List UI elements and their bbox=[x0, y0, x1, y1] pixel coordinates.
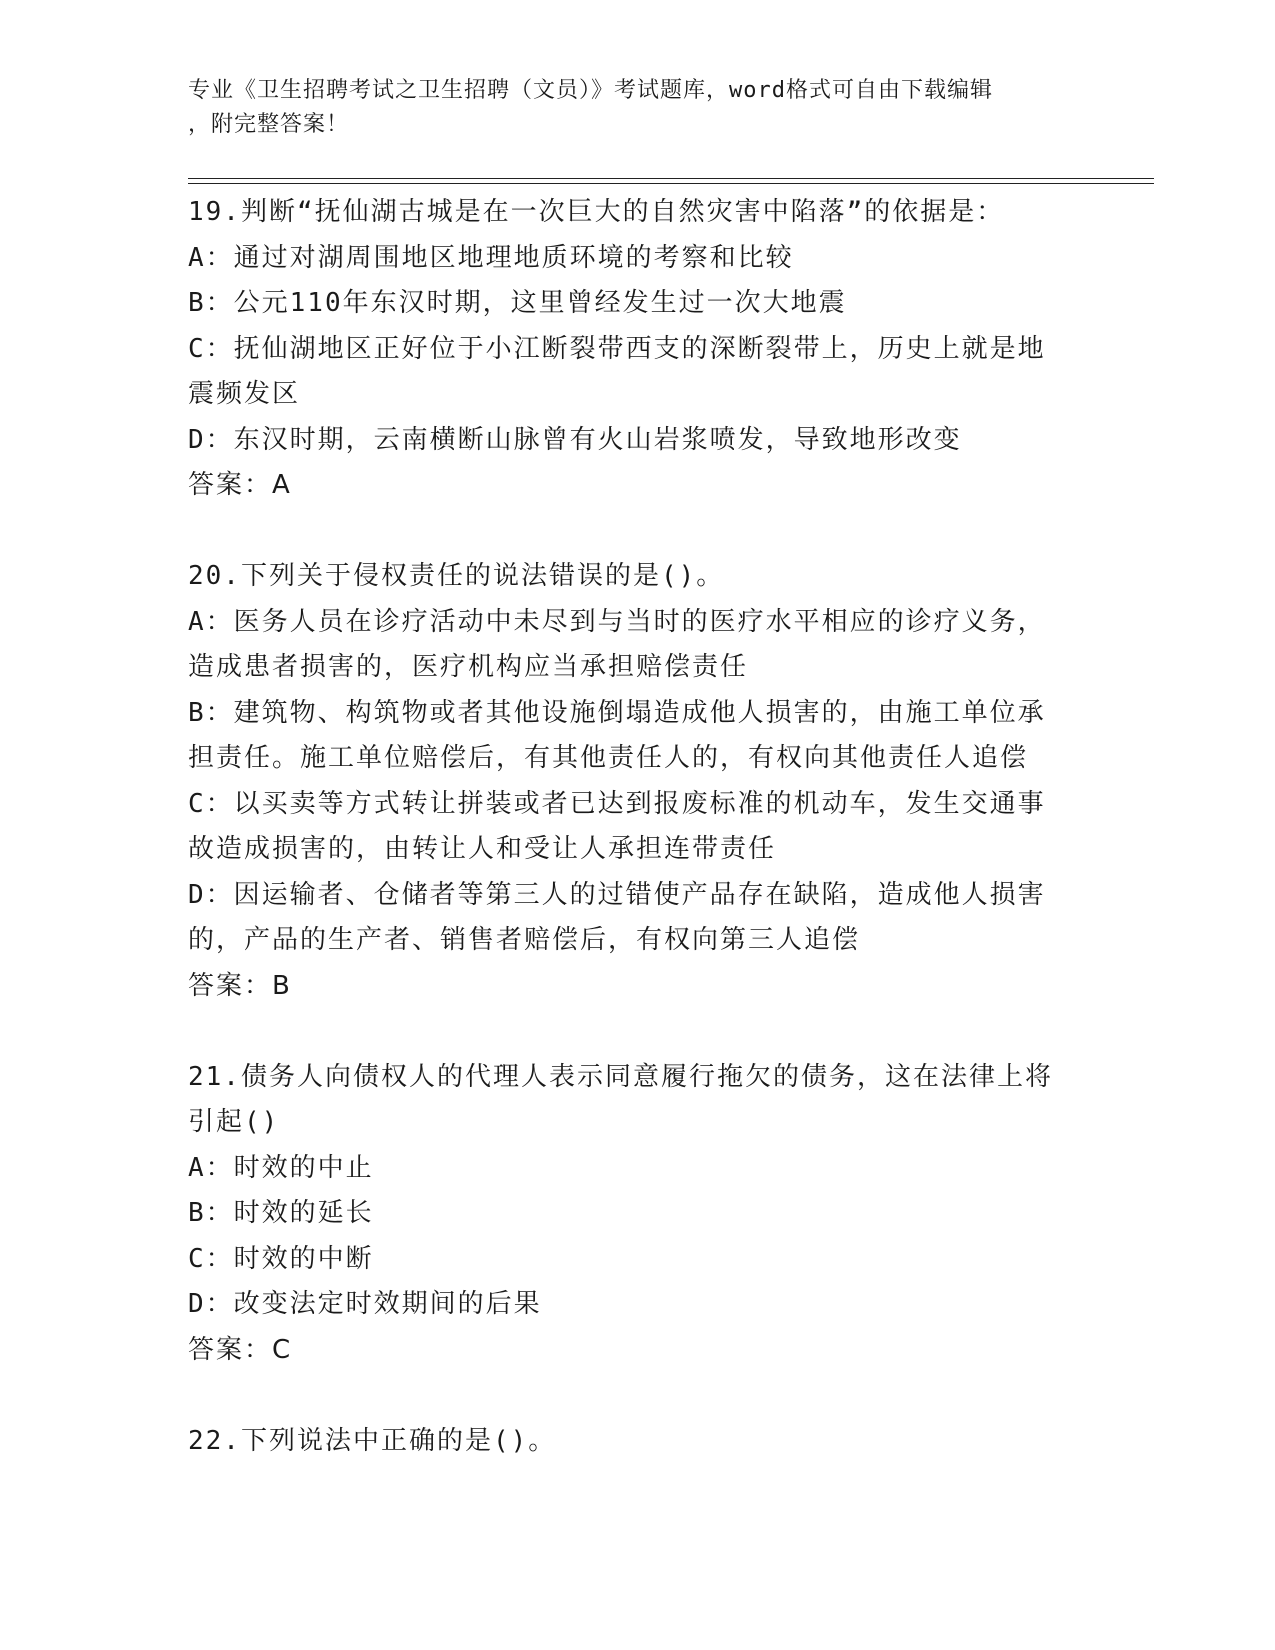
option-line: A：时效的中止 bbox=[188, 1152, 374, 1183]
option-c bbox=[188, 327, 1088, 418]
option-line: 造成患者损害的，医疗机构应当承担赔偿责任 bbox=[188, 652, 749, 682]
question-20 bbox=[188, 554, 1088, 1009]
question-spacer bbox=[188, 1373, 1088, 1419]
option-b bbox=[188, 1191, 1088, 1237]
question-spacer bbox=[188, 509, 1088, 555]
option-line: 故造成损害的，由转让人和受让人承担连带责任 bbox=[188, 834, 777, 864]
option-line: 震频发区 bbox=[188, 379, 301, 409]
option-line: D：东汉时期，云南横断山脉曾有火山岩浆喷发，导致地形改变 bbox=[188, 424, 962, 455]
option-d bbox=[188, 873, 1088, 964]
question-stem: 19.判断“抚仙湖古城是在一次巨大的自然灾害中陷落”的依据是： bbox=[188, 197, 1005, 227]
option-b bbox=[188, 281, 1088, 327]
option-line: C：以买卖等方式转让拼装或者已达到报废标准的机动车，发生交通事 bbox=[188, 788, 1046, 819]
question-19 bbox=[188, 190, 1088, 509]
option-line: C：抚仙湖地区正好位于小江断裂带西支的深断裂带上，历史上就是地 bbox=[188, 333, 1046, 364]
option-line: 担责任。施工单位赔偿后，有其他责任人的，有权向其他责任人追偿 bbox=[188, 743, 1029, 773]
question-21 bbox=[188, 1055, 1088, 1374]
option-a bbox=[188, 236, 1088, 282]
header-line-1: 专业《卫生招聘考试之卫生招聘（文员）》考试题库，word格式可自由下载编辑 bbox=[188, 78, 993, 103]
option-a bbox=[188, 600, 1088, 691]
option-a bbox=[188, 1146, 1088, 1192]
header-divider-bottom bbox=[188, 183, 1154, 184]
answer: 答案：C bbox=[188, 1334, 293, 1365]
option-line: D：因运输者、仓储者等第三人的过错使产品存在缺陷，造成他人损害 bbox=[188, 879, 1046, 910]
question-stem: 20.下列关于侵权责任的说法错误的是()。 bbox=[188, 561, 725, 591]
option-line: 的，产品的生产者、销售者赔偿后，有权向第三人追偿 bbox=[188, 925, 861, 955]
header-divider-top bbox=[188, 178, 1154, 179]
option-c bbox=[188, 782, 1088, 873]
option-line: C：时效的中断 bbox=[188, 1243, 374, 1274]
option-d bbox=[188, 1282, 1088, 1328]
header-line-2: ，附完整答案！ bbox=[188, 112, 350, 137]
option-line: A：医务人员在诊疗活动中未尽到与当时的医疗水平相应的诊疗义务， bbox=[188, 606, 1046, 637]
document-header bbox=[188, 74, 1088, 142]
option-line: B：时效的延长 bbox=[188, 1198, 374, 1228]
option-line: D：改变法定时效期间的后果 bbox=[188, 1289, 542, 1319]
option-line: B：公元110年东汉时期，这里曾经发生过一次大地震 bbox=[188, 288, 847, 318]
question-list bbox=[188, 190, 1088, 1464]
answer: 答案：B bbox=[188, 970, 292, 1001]
question-stem: 引起() bbox=[188, 1107, 280, 1137]
option-line: A：通过对湖周围地区地理地质环境的考察和比较 bbox=[188, 242, 794, 273]
option-c bbox=[188, 1237, 1088, 1283]
question-spacer bbox=[188, 1009, 1088, 1055]
question-stem: 22.下列说法中正确的是()。 bbox=[188, 1425, 557, 1456]
option-d bbox=[188, 418, 1088, 464]
option-line: B：建筑物、构筑物或者其他设施倒塌造成他人损害的，由施工单位承 bbox=[188, 697, 1046, 728]
question-stem: 21.债务人向债权人的代理人表示同意履行拖欠的债务，这在法律上将 bbox=[188, 1061, 1053, 1092]
question-22 bbox=[188, 1419, 1088, 1465]
option-b bbox=[188, 691, 1088, 782]
answer: 答案：A bbox=[188, 470, 292, 500]
